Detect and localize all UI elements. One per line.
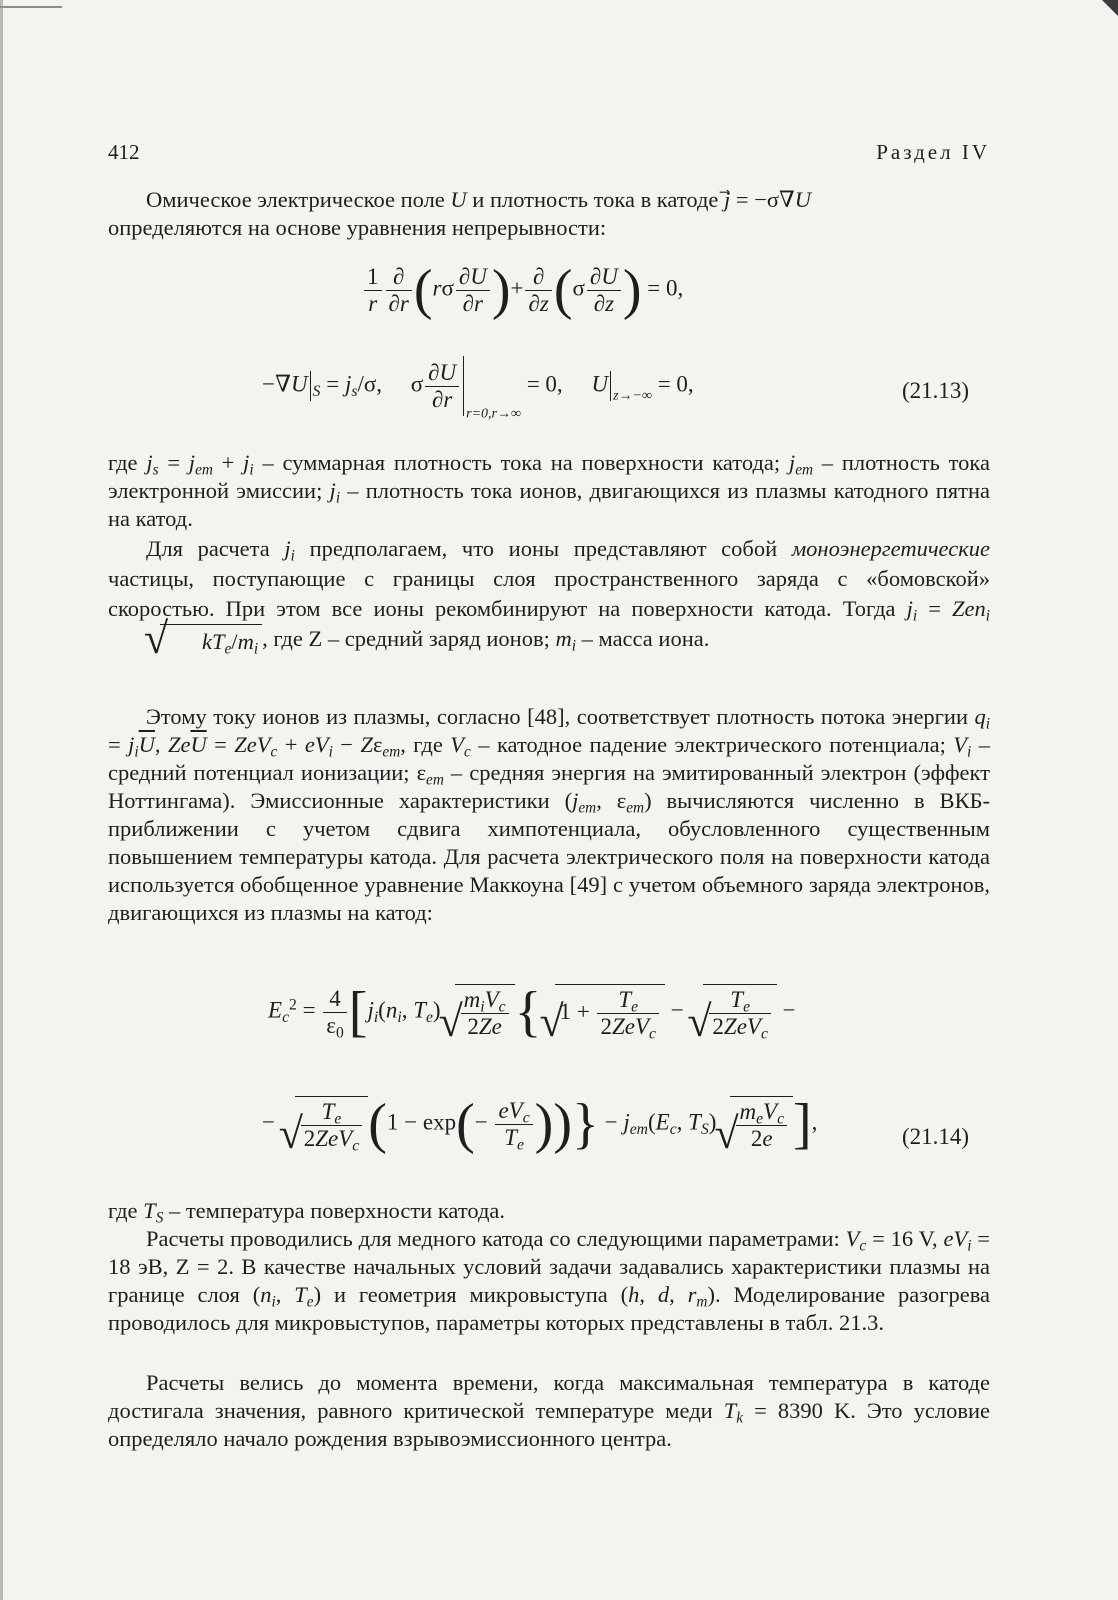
scan-top-mark [0,6,62,8]
paragraph-calculation-parameters: Расчеты проводились для медного катода со следующими параметрами: $V_c = 16$ V, $eV_i = 18$ эВ, Z = 2. В качестве начальных условий задачи задавались характеристики плазмы на границе слоя ($n_i$, $T_e$) и геометрия микровыступа (h, d, $r_m$). Моделирование разогрева проводилось для микровыступов, параметры которых представлены в табл. 21.3. [108,1226,991,1335]
mackeown-equation-line1: $E_c^2$ = $\frac{4}{\varepsilon_0}$ [$j_i(n_i$, $T_e$) √ $\frac{m_iV_c}{2Ze}$ { √ 1 + $\frac{T_e}{2ZeV_c}$ − √ $\frac{T_e}{2ZeV_c}$ − [268,984,796,1040]
equation-number-21-13: (21.13) [902,378,970,403]
scan-left-edge [0,0,3,1600]
boundary-conditions: −∇U $_S = j_s/\sigma$, σ $\frac{\partial U}{\partial r}$ $_{r=0,r\to\infty}$ = 0, U $_{z\to-\infty}$ = 0, [262,356,694,422]
equation-number-21-14: (21.14) [902,1124,970,1149]
paragraph-current-densities: где $j_s = j_{em} + j_i$ – суммарная плотность тока на поверхности катода; $j_{em}$ – плотность тока электронной эмиссии; $j_i$ – плотность тока ионов, двигающихся из плазмы катодного пятна на катод. [108,450,990,531]
section-title: Раздел IV [876,140,990,164]
continuity-equation: $\frac{1}{r}$ $\frac{\partial}{\partial r}$ (rσ $\frac{\partial U}{\partial r}$ )+ $\frac{\partial}{\partial z}$ (σ $\frac{\partial U}{\partial z}$ ) = 0, [362,262,683,318]
mackeown-equation-line2: − √ $\frac{T_e}{2ZeV_c}$ (1 − exp(− $\frac{eV_c}{T_e}$ ))} − $j_{em}(E_c$, $T_S$) √ $\frac{m_eV_c}{2e}$ ], [262,1096,817,1152]
paragraph-ion-current: Для расчета $j_i$ предполагаем, что ионы представляют собой моноэнергетические частицы, поступающие с границы слоя пространственного заряда с «бомовской» скоростью. При этом все ионы рекомбинируют на поверхности катода. Тогда $j_i = Zen_i√$ $kT_e/m_i$ , где Z – средний заряд ионов; $m_i$ – масса иона. [108,534,990,657]
paragraph-energy-flux: Этому току ионов из плазмы, согласно [48], соответствует плотность потока энергии $q_i = j_i\overline{U}$, $Ze\overline{U} = ZeV_c + eV_i - Z\varepsilon_{em}$, где $V_c$ – катодное падение электрического потенциала; $V_i$ – средний потенциал ионизации; $\varepsilon_{em}$ – средняя энергия на эмитированный электрон (эффект Ноттингама). Эмиссионные характеристики ($j_{em}$, $\varepsilon_{em}$) вычисляются численно в ВКБ-приближении с учетом сдвига химпотенциала, обусловленного существенным повышением температуры катода. Для расчета электрического поля на поверхности катода используется обобщенное уравнение Маккоуна [49] с учетом объемного заряда электронов, двигающихся из плазмы на катод: [108,704,991,925]
paragraph-ohmic-field: Омическое электрическое поле U и плотность тока в катоде j⃗ = −σ∇U определяются на основе уравнения непрерывности: [108,187,811,240]
paragraph-surface-temperature: где $T_S$ – температура поверхности катода. [108,1198,506,1227]
scan-corner-mark [1102,0,1118,16]
page-number: 412 [108,140,140,164]
paragraph-critical-temperature: Расчеты велись до момента времени, когда максимальная температура в катоде достигала значения, равного критической температуре меди $T_k = 8390$ K. Это условие определяло начало рождения взрывоэмиссионного центра. [108,1370,990,1451]
